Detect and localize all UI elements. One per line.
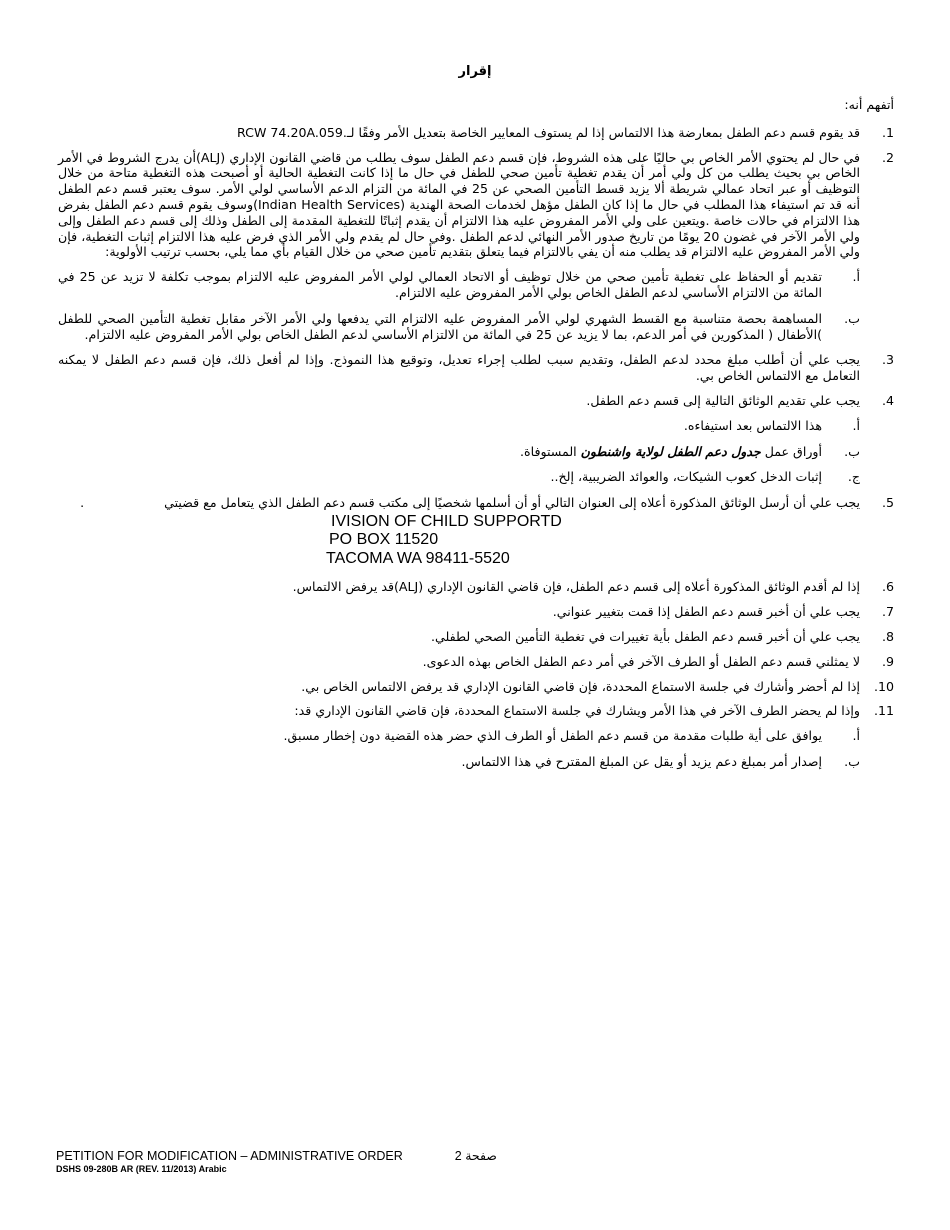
sub-item-4c [58,469,894,485]
item-number: 7. [881,604,894,620]
item-number: 8. [881,629,894,645]
item-number: 3. [881,352,894,368]
item-number: 5. [881,495,894,511]
sub-item-text: إثبات الدخل كعوب الشيكات، والعوائد الضريبية، إلخ.. [550,469,822,485]
item-text: وإذا لم يحضر الطرف الآخر في هذا الأمر ويشارك في جلسة الاستماع المحددة، فإن قاضي القانون الإداري قد: [294,703,860,719]
list-item-2 [58,150,894,261]
worksheet-title: جدول دعم الطفل لولاية واشنطون [580,443,761,459]
item-text: إذا لم أقدم الوثائق المذكورة أعلاه إلى قسم دعم الطفل، فإن قاضي القانون الإداري (ALJ)قد يرفض الالتماس. [292,579,860,595]
form-code: DSHS 09-280B AR (REV. 11/2013) Arabic [56,1164,227,1174]
sub-item-letter: أ. [852,417,860,433]
address-line-2: PO BOX 11520 [329,531,439,549]
item-5-text: يجب علي أن أرسل الوثائق المذكورة أعلاه إلى العنوان التالي أو أن أسلمها شخصيًا إلى مكتب قسم دعم الطفل الذي يتعامل مع قضيتي [164,495,860,511]
item-number: 1. [881,124,894,140]
list-item-10 [58,679,894,695]
item-text: يجب علي أن أخبر قسم دعم الطفل بأية تغييرات في تغطية التأمين الصحي لطفلي. [431,629,860,645]
list-item-1 [58,125,894,141]
item-text: يجب علي أن أطلب مبلغ محدد لدعم الطفل، وتقديم سبب لطلب إجراء تعديل، وتوقيع هذا النموذج. وإذا لم أفعل ذلك، فإن قسم دعم الطفل لا يمكنه التعامل مع الالتماس الخاص بي. [58,352,860,384]
item-text: لا يمثلني قسم دعم الطفل أو الطرف الآخر في أمر دعم الطفل الخاص بهذه الدعوى. [422,653,860,669]
list-item-7 [58,604,894,620]
page-footer [56,1148,497,1174]
list-item-5 [58,495,894,511]
sub-item-4b [58,444,894,460]
worksheet-text-after: المستوفاة. [520,443,581,459]
item-text: يجب علي تقديم الوثائق التالية إلى قسم دعم الطفل. [586,392,860,408]
item-number: 10. [873,678,894,694]
sub-item-letter: ج. [847,469,860,485]
item-text: في حال لم يحتوي الأمر الخاص بي حاليًا على هذه الشروط، فإن قسم دعم الطفل سوف يطلب من قاضي القانون الإداري (ALJ)أن يدرج الشروط في الأمر الخاص بي بحيث يطلب من كل ولي أمر أن يقدم تغطية تأمين صحي للطفل في حال ما إذا كانت التغطية الحالية أو أصبحت هذه التغطية متاحة من خلال التوظيف أو عبر اتحاد عمالي شريطة ألا يزيد قسط التأمين الصحي عن 25 في المائة من التزام الدعم الأساسي لولي الأمر. سوف يعتبر قسم دعم الطفل أنه قد تم استيفاء هذا المطلب في حال ما إذا كان الطفل مؤهل لخدمات الصحة الهندية (Indian Health Services)وسوف يقوم قسم دعم الطفل بفرض هذا الالتزام في حالات خاصة .ويتعين على ولي الأمر المفروض عليه هذا الالتزام أن يقدم إثباتًا للتغطية المقدمة إلى الطفل وذلك إلى قسم دعم الطفل وإلى ولي الأمر الآخر في غضون 20 يومًا من تاريخ صدور الأمر النهائي لدعم الطفل .وفي حال لم يقدم ولي الأمر الذي فرض عليه هذا الالتزام إثبات التغطية، فإن ولي الأمر المفروض عليه الالتزام قد يطلب منه أن يفي بالالتزام فيما يتعلق بتقديم تأمين صحي من خلال القيام بأي مما يلي، بحسب ترتيب الأولوية: [58,149,860,260]
sub-item-text: تقديم أو الحفاظ على تغطية تأمين صحي من خلال توظيف أو الاتحاد العمالي لولي الأمر المفروض عليه الالتزام بموجب تكلفة لا تزيد عن 25 في المائة من الالتزام الأساسي لدعم الطفل الخاص بولي الأمر المفروض عليه الالتزام. [58,269,822,300]
list-item-4 [58,393,894,409]
sub-item-text: هذا الالتماس بعد استيفاءه. [683,417,822,433]
list-item-9 [58,654,894,670]
sub-item-letter: أ. [852,728,860,744]
sub-item-letter: أ. [852,269,860,285]
sub-item-4a [58,418,894,434]
sub-item-letter: ب. [844,443,860,459]
mailing-address [326,512,894,569]
page-title: إقرار [458,64,492,79]
sub-item-2b [58,311,894,343]
address-line-1: IVISION OF CHILD SUPPORTD [331,512,562,530]
intro-text: أتفهم أنه: [844,97,894,112]
item-number: 9. [881,653,894,669]
item-text [58,495,860,511]
page-number: صفحة 2 [454,1149,497,1163]
footer-line [56,1148,497,1163]
sub-item-text: إصدار أمر بمبلغ دعم يزيد أو يقل عن المبلغ المقترح في هذا الالتماس. [461,754,822,770]
item-number: 4. [881,392,894,408]
item-number: 6. [881,579,894,595]
sub-item-text [58,444,822,460]
sub-item-letter: ب. [844,754,860,770]
sub-item-letter: ب. [844,310,860,326]
worksheet-text-before: أوراق عمل [760,443,822,459]
list-item-11 [58,703,894,719]
list-item-8 [58,629,894,645]
sub-item-2a [58,269,894,301]
item-number: 11. [873,703,894,719]
sub-item-text: المساهمة بحصة متناسبة مع القسط الشهري لولي الأمر المفروض عليه الالتزام التي يدفعها ولي الأمر الآخر مقابل تغطية التأمين الصحي للطفل )الأطفال ( المذكورين في أمر الدعم، بما لا يزيد عن 25 في المائة من الالتزام الأساسي لدعم الطفل الخاص بولي الأمر المفروض عليه الالتزام. [58,310,822,342]
item-text: إذا لم أحضر وأشارك في جلسة الاستماع المحددة، فإن قاضي القانون الإداري قد يرفض الالتماس الخاص بي. [301,678,860,694]
list-item-3 [58,352,894,384]
sub-item-text: يوافق على أية طلبات مقدمة من قسم دعم الطفل أو الطرف الذي حضر هذه القضية دون إخطار مسبق. [283,728,822,744]
form-title: PETITION FOR MODIFICATION – ADMINISTRATIVE ORDER [56,1149,403,1163]
sub-item-11b [58,754,894,770]
list-item-6 [58,579,894,595]
item-5-trail: . [80,495,85,511]
address-line-3: TACOMA WA 98411-5520 [326,549,510,567]
item-text: قد يقوم قسم دعم الطفل بمعارضة هذا الالتماس إذا لم يستوف المعايير الخاصة بتعديل الأمر وفقًا لـ.RCW 74.20A.059 [237,124,860,140]
sub-item-11a [58,728,894,744]
document-body [58,97,894,780]
item-text: يجب علي أن أخبر قسم دعم الطفل إذا قمت بتغيير عنواني. [552,604,860,620]
item-number: 2. [881,149,894,165]
